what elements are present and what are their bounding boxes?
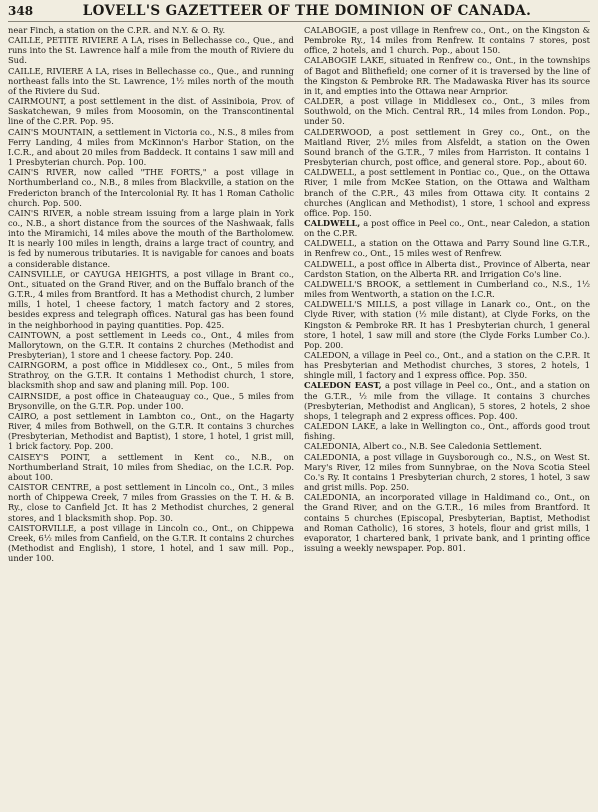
gazetteer-entry [304,279,590,299]
entry-headword: CALEDONIA, [304,492,361,503]
entry-headword: CALDWELL'S MILLS, [304,299,398,310]
gazetteer-entry [8,360,294,390]
entry-text: a post settlement in the dist. of Assiniboia, Prov. of Saskatchewan, 9 miles from Moosomin, on the Transcontinental line of the C.P.R. Pop. 95. [8,96,294,127]
gazetteer-entry [304,452,590,493]
entry-text: a post village in Lanark co., Ont., on the Clyde River, with station (½ mile distant), at Clyde Forks, on the Kingston & Pembroke RR. It has 1 Presbyterian church, 1 general store, 1 hotel, 1 saw mill and store (the Clyde Forks Lumber Co.). Pop. 200. [304,299,590,350]
entry-text: a post village in Brant co., Ont., situated on the Grand River, and on the Buffalo branch of the G.T.R., 4 miles from Brantford. It has a Methodist church, 2 lumber mills, 1 hotel, 1 cheese factory, 1 match factory and 2 stores, besides express and telegraph offices. Natural gas has been found in the neighborhood in paying quantities. Pop. 425. [8,268,294,330]
gazetteer-entry [8,35,294,65]
entry-text: a post settlement in Leeds co., Ont., 4 miles from Mallorytown, on the G.T.R. It contains 2 churches (Methodist and Presbyterian), 1 store and 1 cheese factory. Pop. 240. [8,329,294,360]
gazetteer-entry [8,391,294,411]
right-column [304,25,590,563]
entry-text: an incorporated village in Haldimand co., Ont., on the Grand River, and on the G.T.R., 16 miles from Brantford. It contains 5 churches (Episcopal, Presbyterian, Baptist, Methodist and Roman Catholic), 16 stores, 3 hotels, flour and grist mills, 1 evaporator, 1 chartered bank, 1 private bank, and 1 printing office issuing a weekly newspaper. Pop. 801. [304,492,590,553]
entry-headword: CALABOGIE, [304,25,360,35]
entry-headword: CALABOGIE LAKE, [304,55,387,66]
entry-text: a post office in Peel co., Ont., near Caledon, a station on the C.P.R. [304,217,590,239]
entry-text: a settlement in Kent co., N.B., on Northumberland Strait, 10 miles from Shediac, on the I.C.R. Pop. about 100. [8,451,294,482]
entry-headword: CAISTORVILLE, [8,522,77,533]
page-header [8,3,590,22]
entry-text: rises in Bellechasse co., Que., and runs into the St. Lawrence half a mile from the mouth of Riviere du Sud. [8,35,294,66]
entry-headword: CAIRNGORM, [8,360,68,371]
entry-headword: CAIN'S RIVER, [8,207,74,218]
entry-headword: CAIRO, [8,410,39,421]
entry-headword: CAIN'S MOUNTAIN, [8,126,95,137]
entry-text: a post village in Renfrew co., Ont., on the Kingston & Pembroke Ry., 14 miles from Renfrew. It contains 7 stores, post office, 2 hotels, and 1 church. Pop., about 150. [304,25,590,56]
gazetteer-entry [304,421,590,441]
entry-text: a post office in Alberta dist., Province of Alberta, near Cardston Station, on the Alberta RR. and Irrigation Co's line. [304,258,590,279]
gazetteer-entry [8,167,294,208]
entry-headword: CALEDON EAST, [304,380,382,391]
entry-text: a post office in Chateauguay co., Que., 5 miles from Brysonville, on the G.T.R. Pop. under 100. [8,390,294,411]
left-column [8,25,294,563]
entry-text: near Finch, a station on the C.P.R. and N.Y. & O. Ry. [8,25,226,35]
gazetteer-entry [8,482,294,523]
gazetteer-entry [304,127,590,168]
entry-headword: CAIRMOUNT, [8,96,67,107]
entry-text: a lake in Wellington co., Ont., affords good trout fishing. [304,421,590,442]
gazetteer-entry [8,208,294,269]
gazetteer-entry [8,452,294,482]
entry-headword: CALDWELL, [304,217,361,228]
entry-text: a post village in Guysborough co., N.S., on West St. Mary's River, 12 miles from Sunnybrae, on the Nova Scotia Steel Co.'s Ry. It contains 1 Presbyterian church, 2 stores, 1 hotel, 3 saw and grist mills. Pop. 250. [304,451,590,493]
gazetteer-entry [8,330,294,360]
gazetteer-entry [304,350,590,380]
entry-text: a post settlement in Grey co., Ont., on the Maitland River, 2½ miles from Alsfeldt, a station on the Owen Sound branch of the G.T.R., 7 miles from Harriston. It contains 1 Presbyterian church, post office, and general store. Pop., about 60. [304,126,590,168]
gazetteer-entry [304,96,590,126]
entry-headword: CAINTOWN, [8,329,62,340]
entry-text: a post village in Lincoln co., Ont., on Chippewa Creek, 6½ miles from Canfield, on the G.T.R. It contains 2 churches (Methodist and English), 1 store, 1 hotel, and 1 saw mill. Pop., under 100. [8,522,294,564]
gazetteer-entry [8,127,294,168]
page-number: 348 [8,4,34,18]
entry-headword: CAILLE, PETITE RIVIERE A LA, [8,35,146,46]
entry-headword: CAISTOR CENTRE, [8,482,92,493]
gazetteer-entry [304,167,590,218]
entry-headword: CALDWELL, [304,167,357,178]
gazetteer-entry [304,492,590,553]
gazetteer-entry [304,441,590,451]
entry-text: Albert co., N.B. See Caledonia Settlement. [360,441,542,452]
entry-headword: CAIRNSIDE, [8,390,62,401]
entry-headword: CALDERWOOD, [304,126,372,137]
running-title: LOVELL'S GAZETTEER OF THE DOMINION OF CANADA. [82,3,532,19]
entry-headword: CALDWELL, [304,238,357,249]
entry-headword: CALEDONIA, [304,441,361,452]
entry-text: a post village in Peel co., Ont., and a station on the G.T.R., ½ mile from the village. It contains 3 churches (Presbyterian, Methodist and Anglican), 5 stores, 2 hotels, 2 shoe shops, 1 telegraph and 2 express offices. Pop. 400. [304,380,590,421]
entry-headword: CAILLE, RIVIERE A LA, [8,65,110,76]
gazetteer-entry [8,523,294,564]
gazetteer-entry [8,269,294,330]
entry-text: a station on the Ottawa and Parry Sound line G.T.R., in Renfrew co., Ont., 15 miles west of Renfrew. [304,238,590,259]
gazetteer-entry [304,380,590,421]
gazetteer-entry [8,66,294,96]
text-columns [8,25,590,563]
entry-headword: CALEDON, [304,350,351,360]
entry-text: a post office in Middlesex co., Ont., 5 miles from Strathroy, on the G.T.R. It contains 1 Methodist church, 1 store, blacksmith shop and saw and planing mill. Pop. 100. [8,360,294,391]
gazetteer-entry [304,259,590,279]
entry-headword: CALDER, [304,96,344,107]
entry-text: a post settlement in Pontiac co., Que., on the Ottawa River, 1 mile from McKee Station, on the Ottawa and Waltham branch of the C.P.R., 43 miles from Ottawa city. It contains 2 churches (Anglican and Methodist), 1 store, 1 school and express office. Pop. 150. [304,167,590,218]
gazetteer-entry [304,218,590,238]
gazetteer-entry [8,25,294,35]
entry-text: a settlement in Victoria co., N.S., 8 miles from Ferry Landing, 4 miles from McKinnon's Harbor Station, on the I.C.R., and about 20 miles from Baddeck. It contains 1 saw mill and 1 Presbyterian church. Pop. 100. [8,126,294,168]
entry-text: rises in Bellechasse co., Que., and running northeast falls into the St. Lawrence, 1½ miles north of the mouth of the Riviere du Sud. [8,65,294,96]
entry-headword: CAIN'S RIVER, now called "THE FORTS," [8,167,207,178]
entry-headword: CAISEY'S POINT, [8,451,91,462]
gazetteer-entry [304,55,590,96]
entry-text: a post village in Northumberland co., N.B., 8 miles from Blackville, a station on the Fredericton branch of the Intercolonial Ry. It has 1 Roman Catholic church. Pop. 500. [8,167,294,208]
entry-headword: CALDWELL, [304,258,357,269]
gazetteer-entry [304,299,590,350]
entry-headword: CAINSVILLE, or CAYUGA HEIGHTS, [8,268,170,279]
entry-text: a village in Peel co., Ont., and a station on the C.P.R. It has Presbyterian and Methodist churches, 3 stores, 2 hotels, 1 shingle mill, 1 factory and 1 express office. Pop. 350. [304,350,590,381]
gazetteer-entry [304,25,590,55]
entry-text: a noble stream issuing from a large plain in York co., N.B., a short distance from the sources of the Nashwaak, falls into the Miramichi, 14 miles above the mouth of the Bartholomew. It is nearly 100 miles in length, drains a large tract of country, and is fed by numerous tributaries. It is navigable for canoes and boats a considerable distance. [8,207,295,269]
entry-headword: CALDWELL'S BROOK, [304,278,402,289]
entry-text: a settlement in Cumberland co., N.S., 1½ miles from Wentworth, a station on the I.C.R. [304,278,590,300]
entry-text: a post village in Middlesex co., Ont., 3 miles from Southwold, on the Mich. Central RR., 14 miles from London. Pop., under 50. [304,96,590,127]
entry-text: a post settlement in Lambton co., Ont., on the Hagarty River, 4 miles from Bothwell, on the G.T.R. It contains 3 churches (Presbyterian, Methodist and Baptist), 1 store, 1 hotel, 1 grist mill, 1 brick factory. Pop. 200. [8,410,294,452]
gazetteer-entry [304,238,590,258]
entry-text: a post settlement in Lincoln co., Ont., 3 miles north of Chippewa Creek, 7 miles from Grassies on the T. H. & B. Ry., close to Canfield Jct. It has 2 Methodist churches, 2 general stores, and 1 blacksmith shop. Pop. 30. [8,482,294,523]
gazetteer-entry [8,96,294,126]
entry-headword: CALEDON LAKE, [304,421,379,432]
entry-headword: CALEDONIA, [304,451,361,462]
gazetteer-entry [8,411,294,452]
entry-text: situated in Renfrew co., Ont., in the townships of Bagot and Blithefield; one corner of it is traversed by the line of the Kingston & Pembroke RR. The Madawaska River has its source in it, and empties into the Ottawa near Arnprior. [304,55,591,96]
